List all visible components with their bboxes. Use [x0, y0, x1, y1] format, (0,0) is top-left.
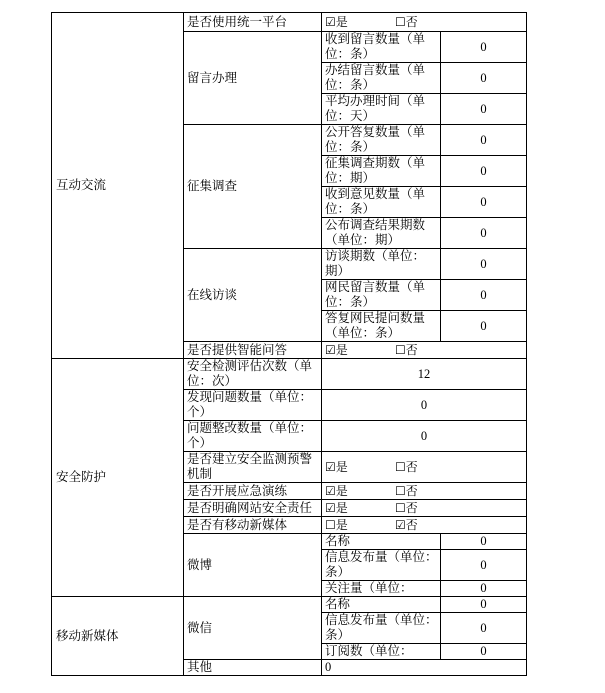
metric-value: 0 — [441, 63, 527, 94]
group-cell-mobile-media: 移动新媒体 — [52, 597, 184, 676]
metric-label: 信息发布量（单位：条） — [322, 613, 441, 644]
yes-checkbox: ☑是 — [325, 500, 348, 515]
metric-label: 办结留言数量（单位：条） — [322, 63, 441, 94]
checkbox-cell-smart-qa — [322, 342, 527, 359]
metric-label: 名称 — [322, 534, 441, 550]
metric-label: 信息发布量（单位：条） — [322, 550, 441, 581]
metric-label: 访谈期数（单位：期） — [322, 249, 441, 280]
metric-label: 征集调查期数（单位：期） — [322, 156, 441, 187]
no-checkbox: ☑否 — [395, 517, 418, 532]
no-checkbox: ☐否 — [395, 342, 418, 357]
metric-label: 收到意见数量（单位：条） — [322, 187, 441, 218]
metric-value: 0 — [322, 390, 527, 421]
metric-label-unified-platform: 是否使用统一平台 — [184, 13, 322, 32]
group-cell-interaction: 互动交流 — [52, 13, 184, 359]
metric-value: 0 — [441, 581, 527, 597]
metric-label: 关注量（单位： — [322, 581, 441, 597]
subgroup-cell-survey: 征集调查 — [184, 125, 322, 249]
metric-value: 0 — [441, 613, 527, 644]
metric-value: 0 — [441, 311, 527, 342]
metric-value: 0 — [441, 534, 527, 550]
metric-value: 0 — [441, 32, 527, 63]
metric-value: 0 — [441, 218, 527, 249]
metric-value: 0 — [441, 249, 527, 280]
metric-value: 0 — [441, 597, 527, 613]
annual-report-table — [51, 12, 527, 676]
metric-value: 0 — [441, 156, 527, 187]
metric-value: 0 — [441, 280, 527, 311]
metric-label-security-responsibility: 是否明确网站安全责任 — [184, 500, 322, 517]
yes-checkbox: ☑是 — [325, 459, 348, 474]
metric-label-emergency-drill: 是否开展应急演练 — [184, 483, 322, 500]
checkbox-cell-unified-platform — [322, 13, 527, 32]
metric-value: 0 — [441, 94, 527, 125]
metric-label: 网民留言数量（单位：条） — [322, 280, 441, 311]
no-checkbox: ☐否 — [395, 483, 418, 498]
metric-label: 公布调查结果期数（单位：期） — [322, 218, 441, 249]
yes-checkbox: ☑是 — [325, 342, 348, 357]
yes-checkbox: ☐是 — [325, 517, 348, 532]
metric-value-other: 0 — [322, 660, 527, 676]
metric-label: 订阅数（单位： — [322, 644, 441, 660]
no-checkbox: ☐否 — [395, 14, 418, 29]
checkbox-cell-warning-mechanism — [322, 452, 527, 483]
metric-label: 公开答复数量（单位：条） — [322, 125, 441, 156]
metric-label-has-new-media: 是否有移动新媒体 — [184, 517, 322, 534]
yes-checkbox: ☑是 — [325, 14, 348, 29]
metric-value: 0 — [322, 421, 527, 452]
metric-label-other: 其他 — [184, 660, 322, 676]
metric-label: 发现问题数量（单位：个） — [184, 390, 322, 421]
metric-label: 答复网民提问数量（单位：条） — [322, 311, 441, 342]
metric-label: 问题整改数量（单位：个） — [184, 421, 322, 452]
metric-value: 12 — [322, 359, 527, 390]
metric-value: 0 — [441, 187, 527, 218]
checkbox-cell-emergency-drill — [322, 483, 527, 500]
metric-label-smart-qa: 是否提供智能问答 — [184, 342, 322, 359]
checkbox-cell-security-responsibility — [322, 500, 527, 517]
metric-label: 名称 — [322, 597, 441, 613]
subgroup-cell-wechat: 微信 — [184, 597, 322, 660]
metric-value: 0 — [441, 550, 527, 581]
yes-checkbox: ☑是 — [325, 483, 348, 498]
metric-value: 0 — [441, 644, 527, 660]
subgroup-cell-weibo: 微博 — [184, 534, 322, 597]
subgroup-cell-interview: 在线访谈 — [184, 249, 322, 342]
group-cell-security: 安全防护 — [52, 359, 184, 597]
metric-label: 安全检测评估次数（单位：次） — [184, 359, 322, 390]
no-checkbox: ☐否 — [395, 500, 418, 515]
no-checkbox: ☐否 — [395, 459, 418, 474]
metric-label: 平均办理时间（单位：天） — [322, 94, 441, 125]
checkbox-cell-has-new-media — [322, 517, 527, 534]
metric-value: 0 — [441, 125, 527, 156]
metric-label-warning-mechanism: 是否建立安全监测预警机制 — [184, 452, 322, 483]
subgroup-cell-message-handling: 留言办理 — [184, 32, 322, 125]
metric-label: 收到留言数量（单位：条） — [322, 32, 441, 63]
